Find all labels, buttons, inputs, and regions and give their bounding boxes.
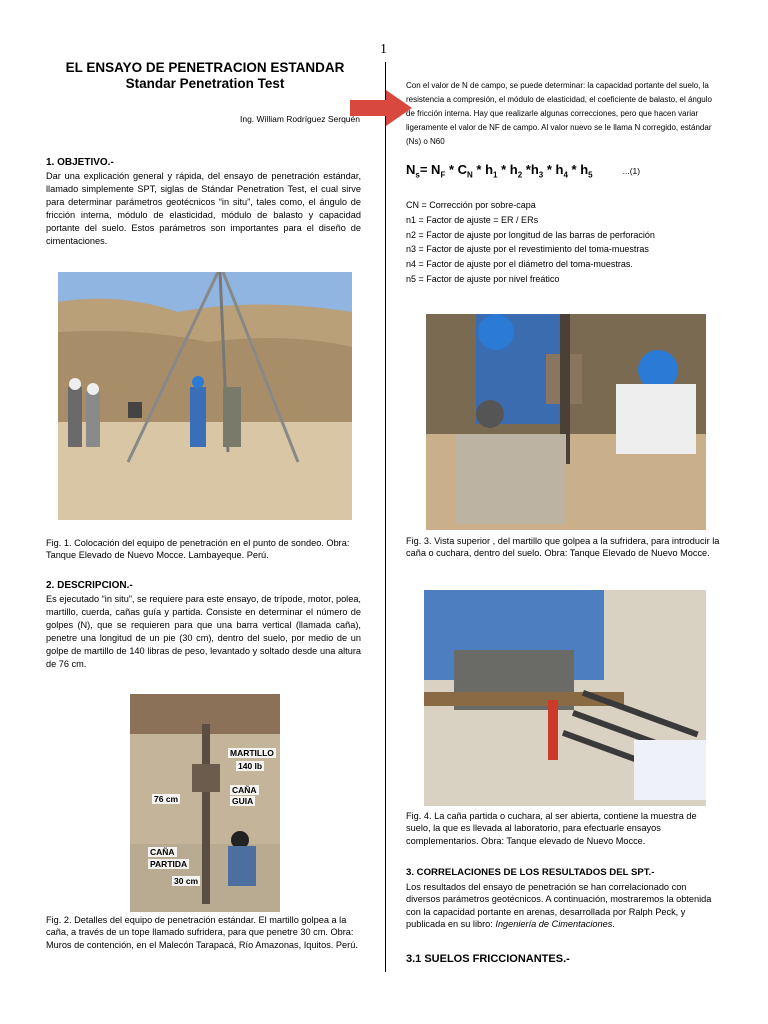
label-cana-partida-2: PARTIDA — [150, 859, 188, 869]
legend-item: n4 = Factor de ajuste por el diámetro del toma-muestras. — [406, 259, 633, 270]
figure-1-photo — [58, 272, 352, 520]
page-number: 1 — [380, 42, 387, 57]
label-cana-guia-2: GUIA — [232, 796, 254, 806]
right-intro-text: Con el valor de N de campo, se puede determinar: la capacidad portante del suelo, la resistencia a compresión, el módulo de elasticidad, el coeficiente de balasto, el ángulo de fricción interna. Hay que realizarle algunas correcciones, pero que hacen variar ligeramente el valor de NF de campo. Al valor nuevo se le llama N corregido, estándar (Ns) o N60 — [406, 81, 712, 146]
eq-h4: 4 — [563, 170, 568, 180]
section-2-heading: 2. DESCRIPCION.- — [46, 580, 133, 591]
eq-t2: * h — [472, 162, 494, 177]
eq-nf-sub: F — [440, 170, 446, 180]
section-3-text — [406, 881, 722, 931]
legend-item: n5 = Factor de ajuste por nivel freático — [406, 273, 560, 284]
eq-t4: *h — [522, 162, 539, 177]
label-cana-guia-1: CAÑA — [232, 785, 257, 795]
eq-h1: 1 — [493, 170, 498, 180]
legend-item: n2 = Factor de ajuste por longitud de las barras de perforación — [406, 229, 655, 240]
eq-h5: 5 — [588, 170, 593, 180]
eq-t3: * h — [497, 162, 518, 177]
figure-3-caption: Fig. 3. Vista superior , del martillo que golpea a la sufridera, para introducir la caña o cuchara, dentro del suelo. Obra: Tanque Elevado de Nuevo Mocce. — [406, 536, 720, 559]
legend-item: n1 = Factor de ajuste = ER / ERs — [406, 214, 539, 225]
figure-3-photo — [426, 314, 706, 530]
eq-ref: ...(1) — [622, 166, 641, 176]
section-3-1-heading: 3.1 SUELOS FRICCIONANTES.- — [406, 953, 570, 965]
label-altura: 76 cm — [154, 794, 179, 804]
red-arrow-icon — [350, 90, 412, 126]
author: Ing. William Rodríguez Serquén — [239, 114, 360, 124]
equation-legend — [406, 198, 655, 287]
legend-item: CN = Corrección por sobre-capa — [406, 200, 536, 210]
figure-4-caption: Fig. 4. La caña partida o cuchara, al ser abierta, contiene la muestra de suelo, la que es llevada al laboratorio, para efectuarle ensayos complementarios. Obra: Tanque elevado de Nuevo Mocce. — [406, 811, 697, 846]
spt-equation — [406, 162, 640, 180]
eq-h2: 2 — [517, 170, 523, 180]
label-cana-partida-1: CAÑA — [150, 847, 175, 857]
eq-rhs: = N — [419, 162, 441, 177]
eq-t5: * h — [543, 162, 564, 177]
eq-cn-sub: N — [467, 170, 473, 180]
section-3-end: . — [612, 919, 615, 930]
eq-lhs: N — [406, 162, 416, 177]
document-title — [46, 60, 364, 92]
label-martillo: MARTILLO — [230, 748, 274, 758]
figure-4-photo — [424, 590, 706, 806]
section-1-heading: 1. OBJETIVO.- — [46, 157, 114, 168]
section-3-body: Los resultados del ensayo de penetración se han correlacionado con diversos parámetros geotécnicos. A continuación, mostraremos la obtenida con la capacidad portante en arenas, desarrollada por Ralph Peck, y publicada en su libro: — [406, 882, 712, 930]
eq-t1: * C — [445, 162, 467, 177]
figure-2-photo — [130, 694, 280, 912]
section-1-text: Dar una explicación general y rápida, del ensayo de penetración estándar, llamado simplemente SPT, siglas de Stándar Penetration Test, el cual sirve para determinar parámetros geotécnicos “in situ”, tales como, el ángulo de fricción interna, módulo de elasticidad, módulo de balasto y capacidad portante del suelo. Estos parámetros son importantes para el diseño de cimentaciones. — [46, 171, 361, 246]
column-divider — [385, 62, 386, 972]
section-2-text: Es ejecutado “in situ”, se requiere para este ensayo, de trípode, motor, polea, martillo, cuerda, cañas guía y partida. Consiste en determinar el número de golpes (N), que se requieren para que una barra vertical (llamada caña), penetre una longitud de un pie (30 cm), dentro del suelo, por medio de un golpe de martillo de 140 libras de peso, levantado y soltado desde una altura de 76 cm. — [46, 594, 361, 669]
legend-item: n3 = Factor de ajuste por el revestimiento del toma-muestras — [406, 244, 649, 255]
title-spanish: EL ENSAYO DE PENETRACION ESTANDAR — [65, 60, 345, 75]
eq-t6: * h — [567, 162, 589, 177]
label-longitud: 30 cm — [174, 876, 199, 886]
eq-h3: 3 — [538, 170, 544, 180]
label-peso: 140 lb — [238, 761, 263, 771]
figure-2-caption: Fig. 2. Detalles del equipo de penetración estándar. El martillo golpea a la caña, a través de un tope llamado sufridera, para que penetre 30 cm. Obra: Muros de contención, en el Malecón Tarapacá, Río Amazonas, Iquitos. Perú. — [46, 915, 358, 950]
book-title: Ingeniería de Cimentaciones — [495, 919, 613, 930]
eq-lhs-sub: s — [415, 170, 420, 180]
figure-1-caption: Fig. 1. Colocación del equipo de penetración en el punto de sondeo. Obra: Tanque Elevado de Nuevo Mocce. Lambayeque. Perú. — [46, 538, 350, 561]
title-english: Standar Penetration Test — [125, 76, 285, 91]
section-3-heading: 3. CORRELACIONES DE LOS RESULTADOS DEL SPT.- — [406, 867, 655, 878]
